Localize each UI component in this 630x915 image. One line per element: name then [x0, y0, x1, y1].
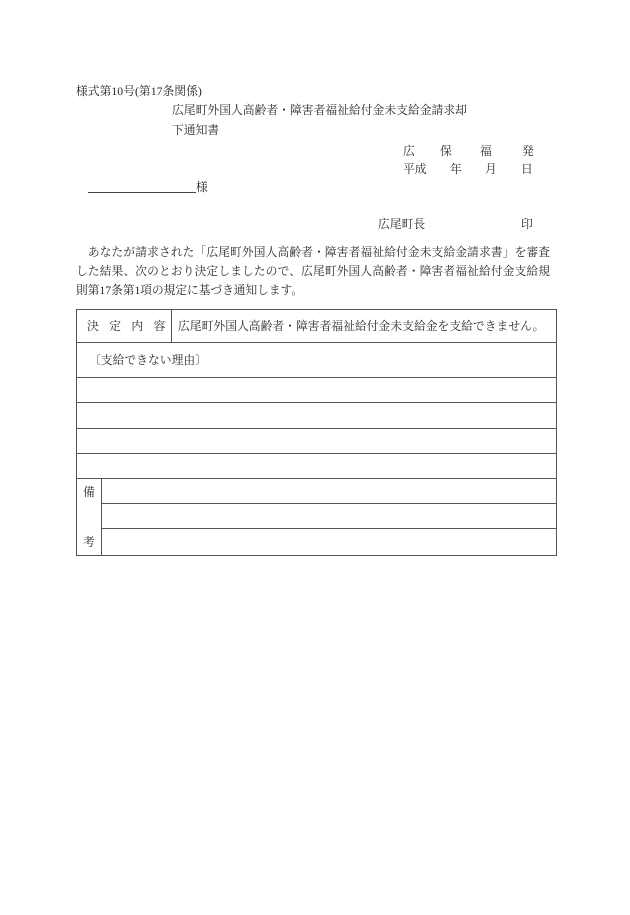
- date-year-label: 年: [450, 162, 462, 176]
- doc-number-char-3: 福: [480, 144, 492, 158]
- remarks-label-column: [77, 479, 101, 555]
- reason-row-3[interactable]: [77, 429, 556, 454]
- document-title-line-1: 広尾町外国人高齢者・障害者福祉給付金未支給金請求却: [172, 103, 467, 117]
- decision-row: [77, 310, 556, 343]
- addressee-honorific: 様: [196, 180, 208, 194]
- reason-label: 〔支給できない理由〕: [89, 353, 207, 367]
- body-text-line-2: した結果、次のとおり決定しましたので、広尾町外国人高齢者・障害者福祉給付金支給規: [76, 265, 550, 278]
- seal-mark: 印: [521, 217, 533, 231]
- body-text-line-3: 則第17条第1項の規定に基づき通知します。: [76, 284, 303, 297]
- reason-header-row: [77, 343, 556, 378]
- doc-number-char-2: 保: [440, 144, 452, 158]
- remarks-label-bottom: 考: [83, 535, 95, 549]
- date-month-label: 月: [485, 162, 497, 176]
- doc-number-char-1: 広: [403, 144, 415, 158]
- reason-row-2[interactable]: [77, 403, 556, 429]
- decision-value: 広尾町外国人高齢者・障害者福祉給付金未支給金を支給できません。: [178, 319, 545, 333]
- remarks-row-2[interactable]: [101, 504, 556, 529]
- reason-row-4[interactable]: [77, 454, 556, 479]
- date-era: 平成: [403, 162, 427, 176]
- document-title-line-2: 下通知書: [172, 123, 220, 137]
- remarks-row-1[interactable]: [101, 479, 556, 504]
- reason-row-1[interactable]: [77, 378, 556, 403]
- addressee-name-field[interactable]: [88, 192, 196, 193]
- issuer-title: 広尾町長: [378, 217, 426, 231]
- decision-label: 決定内容: [87, 319, 176, 333]
- column-divider: [171, 310, 172, 343]
- doc-number-char-4: 発: [522, 144, 534, 158]
- body-text-line-1: あなたが請求された「広尾町外国人高齢者・障害者福祉給付金未支給金請求書」を審査: [76, 246, 550, 259]
- remarks-label-top: 備: [83, 485, 95, 499]
- remarks-row-3[interactable]: [101, 529, 556, 555]
- form-number: 様式第10号(第17条関係): [76, 84, 202, 98]
- date-day-label: 日: [521, 162, 533, 176]
- decision-table: [76, 309, 557, 556]
